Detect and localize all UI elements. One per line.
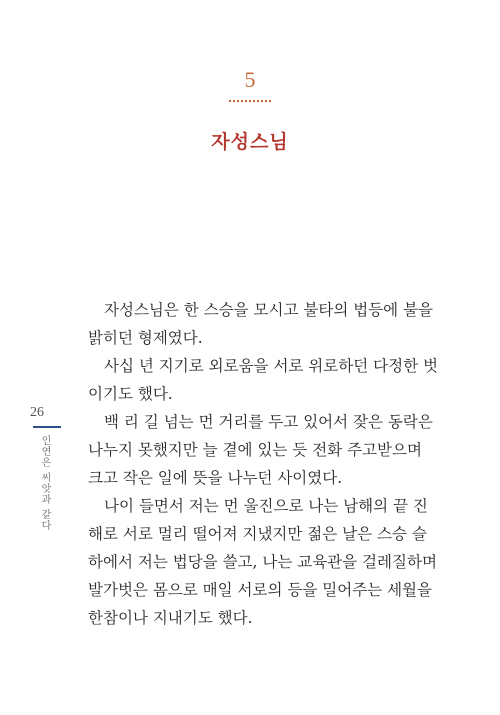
- body-text: [88, 296, 438, 632]
- body-line: 해로 서로 멀리 떨어져 지냈지만 젊은 날은 스승 슬: [88, 525, 427, 543]
- running-header: 인연은 씨앗과 같다: [39, 435, 50, 532]
- body-line: 사십 년 지기로 외로움을 서로 위로하던 다정한 벗: [104, 357, 438, 375]
- chapter-title: 자성스님: [211, 131, 289, 153]
- body-line: 밝히던 형제였다.: [88, 329, 203, 347]
- body-line: 이기도 했다.: [88, 385, 173, 403]
- body-line: 백 리 길 넘는 먼 거리를 두고 있어서 잦은 동락은: [104, 413, 433, 431]
- body-line: 나이 들면서 저는 먼 울진으로 나는 남해의 끝 진: [104, 497, 428, 515]
- body-line: 자성스님은 한 스승을 모시고 불타의 법등에 불을: [104, 301, 434, 319]
- body-line: 크고 작은 일에 뜻을 나누던 사이였다.: [88, 469, 343, 487]
- page-number-rule: [33, 426, 61, 428]
- chapter-dots-divider: [229, 100, 271, 102]
- body-line: 발가벗은 몸으로 매일 서로의 등을 밀어주는 세월을: [88, 581, 432, 599]
- body-line: 나누지 못했지만 늘 곁에 있는 듯 전화 주고받으며: [88, 441, 422, 459]
- page-number: 26: [30, 405, 44, 420]
- body-line: 하에서 저는 법당을 쓸고, 나는 교육관을 걸레질하며: [88, 553, 437, 571]
- chapter-number: 5: [244, 67, 256, 92]
- body-line: 한참이나 지내기도 했다.: [88, 609, 253, 627]
